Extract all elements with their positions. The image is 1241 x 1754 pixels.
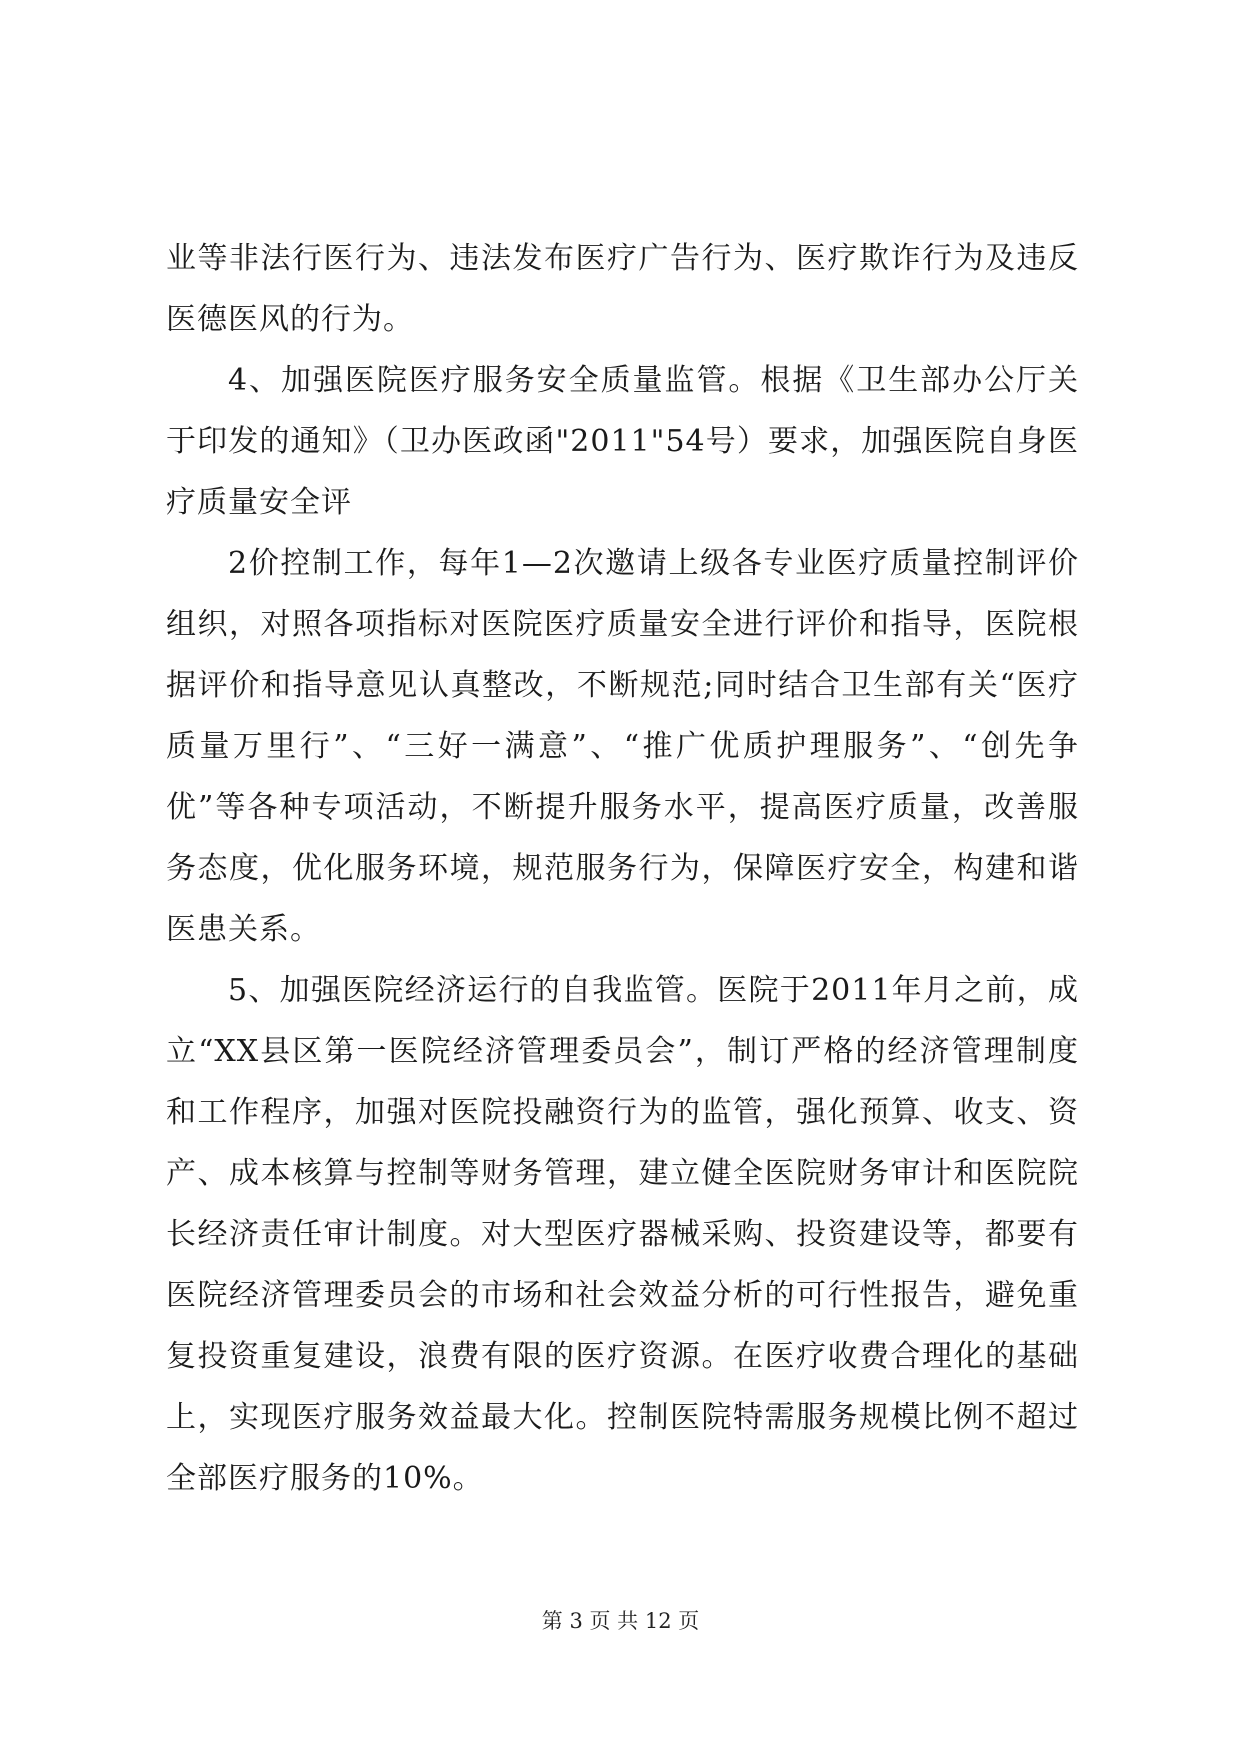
document-body [166,228,1079,1509]
paragraph-continuation: 业等非法行医行为、违法发布医疗广告行为、医疗欺诈行为及违反医德医风的行为。 [166,241,1079,337]
paragraph-item-4-continued: 2价控制工作，每年1—2次邀请上级各专业医疗质量控制评价组织，对照各项指标对医院医疗质量安全进行评价和指导，医院根据评价和指导意见认真整改，不断规范;同时结合卫生部有关“医疗质量万里行”、“三好一满意”、“推广优质护理服务”、“创先争优”等各种专项活动，不断提升服务水平，提高医疗质量，改善服务态度，优化服务环境，规范服务行为，保障医疗安全，构建和谐医患关系。 [166,546,1079,947]
paragraph-item-4: 4、加强医院医疗服务安全质量监管。根据《卫生部办公厅关于印发的通知》（卫办医政函"2011"54号）要求，加强医院自身医疗质量安全评 [166,363,1079,520]
page-number-footer: 第 3 页 共 12 页 [541,1609,700,1633]
paragraph-item-5: 5、加强医院经济运行的自我监管。医院于2011年月之前，成立“XX县区第一医院经济管理委员会”，制订严格的经济管理制度和工作程序，加强对医院投融资行为的监管，强化预算、收支、资产、成本核算与控制等财务管理，建立健全医院财务审计和医院院长经济责任审计制度。对大型医疗器械采购、投资建设等，都要有医院经济管理委员会的市场和社会效益分析的可行性报告，避免重复投资重复建设，浪费有限的医疗资源。在医疗收费合理化的基础上，实现医疗服务效益最大化。控制医院特需服务规模比例不超过全部医疗服务的10%。 [166,973,1079,1496]
